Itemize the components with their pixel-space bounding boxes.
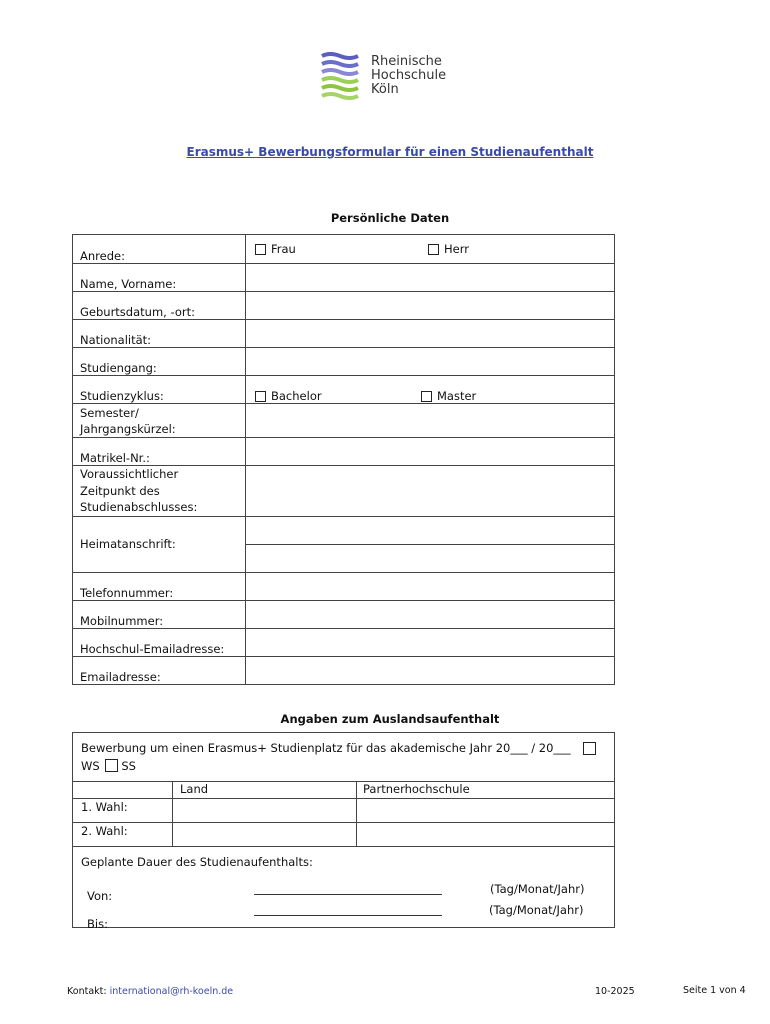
checkbox-ws[interactable] [105, 759, 118, 772]
footer-page: Seite 1 von 4 [683, 985, 746, 996]
email-field[interactable] [246, 656, 615, 684]
ss-label: SS [121, 759, 136, 773]
abschluss-field[interactable] [246, 466, 615, 517]
semester-field[interactable] [246, 404, 615, 438]
abroad-heading: Angaben zum Auslandsaufenthalt [280, 712, 500, 726]
checkbox-frau[interactable] [255, 244, 266, 255]
email-label: Emailadresse: [73, 656, 246, 684]
bis-format: (Tag/Monat/Jahr) [489, 903, 584, 917]
geburt-label: Geburtsdatum, -ort: [73, 292, 246, 320]
dauer-label: Geplante Dauer des Studienaufenthalts: [81, 855, 313, 869]
hsmail-label: Hochschul-Emailadresse: [73, 628, 246, 656]
personal-data-heading: Persönliche Daten [330, 211, 450, 225]
matrikel-field[interactable] [246, 438, 615, 466]
mobil-field[interactable] [246, 600, 615, 628]
divider [73, 846, 614, 847]
nation-field[interactable] [246, 320, 615, 348]
personal-data-table [72, 234, 615, 685]
bis-label: Bis: [87, 917, 108, 931]
telefon-field[interactable] [246, 572, 615, 600]
checkbox-bachelor[interactable] [255, 391, 266, 402]
option-herr[interactable]: Herr [428, 242, 469, 256]
heimat-field-2[interactable] [246, 544, 615, 572]
studiengang-label: Studiengang: [73, 348, 246, 376]
name-field[interactable] [246, 264, 615, 292]
footer-contact [67, 986, 233, 997]
wahl1-label: 1. Wahl: [81, 800, 128, 814]
abroad-box [72, 732, 615, 931]
heimat-label: Heimatanschrift: [73, 516, 246, 572]
wahl2-label: 2. Wahl: [81, 824, 128, 838]
checkbox-year[interactable] [583, 742, 596, 755]
zyklus-label: Studienzyklus: [73, 376, 246, 404]
bewerbung-text: Bewerbung um einen Erasmus+ Studienplatz für das akademische Jahr 20___ / 20___ [81, 741, 571, 755]
logo [320, 52, 460, 104]
option-frau[interactable]: Frau [255, 242, 428, 256]
zyklus-field[interactable] [246, 376, 615, 404]
matrikel-label: Matrikel-Nr.: [73, 438, 246, 466]
logo-line-1: Rheinische [371, 54, 442, 69]
checkbox-master[interactable] [421, 391, 432, 402]
hsmail-field[interactable] [246, 628, 615, 656]
abschluss-label: Voraussichtlicher Zeitpunkt des Studienabschlusses: [73, 466, 246, 517]
contact-label: Kontakt: [67, 986, 107, 997]
studiengang-field[interactable] [246, 348, 615, 376]
contact-email-link[interactable]: international@rh-koeln.de [109, 986, 234, 997]
bis-field[interactable] [254, 915, 442, 916]
heimat-field-1[interactable] [246, 516, 615, 544]
divider [73, 781, 614, 782]
document-title: Erasmus+ Bewerbungsformular für einen Studienaufenthalt [186, 145, 594, 159]
checkbox-herr[interactable] [428, 244, 439, 255]
wahl2-land-field[interactable] [173, 823, 355, 845]
ws-label: WS [81, 759, 100, 773]
name-label: Name, Vorname: [73, 264, 246, 292]
footer-date: 10-2025 [595, 986, 635, 997]
von-label: Von: [87, 889, 113, 903]
von-format: (Tag/Monat/Jahr) [490, 882, 585, 896]
von-field[interactable] [254, 894, 442, 895]
nation-label: Nationalität: [73, 320, 246, 348]
telefon-label: Telefonnummer: [73, 572, 246, 600]
logo-waves-icon [320, 52, 360, 102]
logo-text [371, 55, 446, 97]
option-master[interactable]: Master [421, 389, 476, 403]
logo-line-2: Hochschule [371, 68, 447, 83]
anrede-label: Anrede: [73, 235, 246, 264]
logo-line-3: Köln [371, 82, 399, 97]
partner-header: Partnerhochschule [363, 782, 470, 796]
semester-options [81, 759, 136, 773]
geburt-field[interactable] [246, 292, 615, 320]
semester-label: Semester/ Jahrgangskürzel: [73, 404, 246, 438]
anrede-field[interactable] [246, 235, 615, 264]
option-bachelor[interactable]: Bachelor [255, 389, 421, 403]
wahl1-partner-field[interactable] [357, 799, 614, 821]
wahl1-land-field[interactable] [173, 799, 355, 821]
land-header: Land [180, 782, 209, 796]
wahl2-partner-field[interactable] [357, 823, 614, 845]
mobil-label: Mobilnummer: [73, 600, 246, 628]
